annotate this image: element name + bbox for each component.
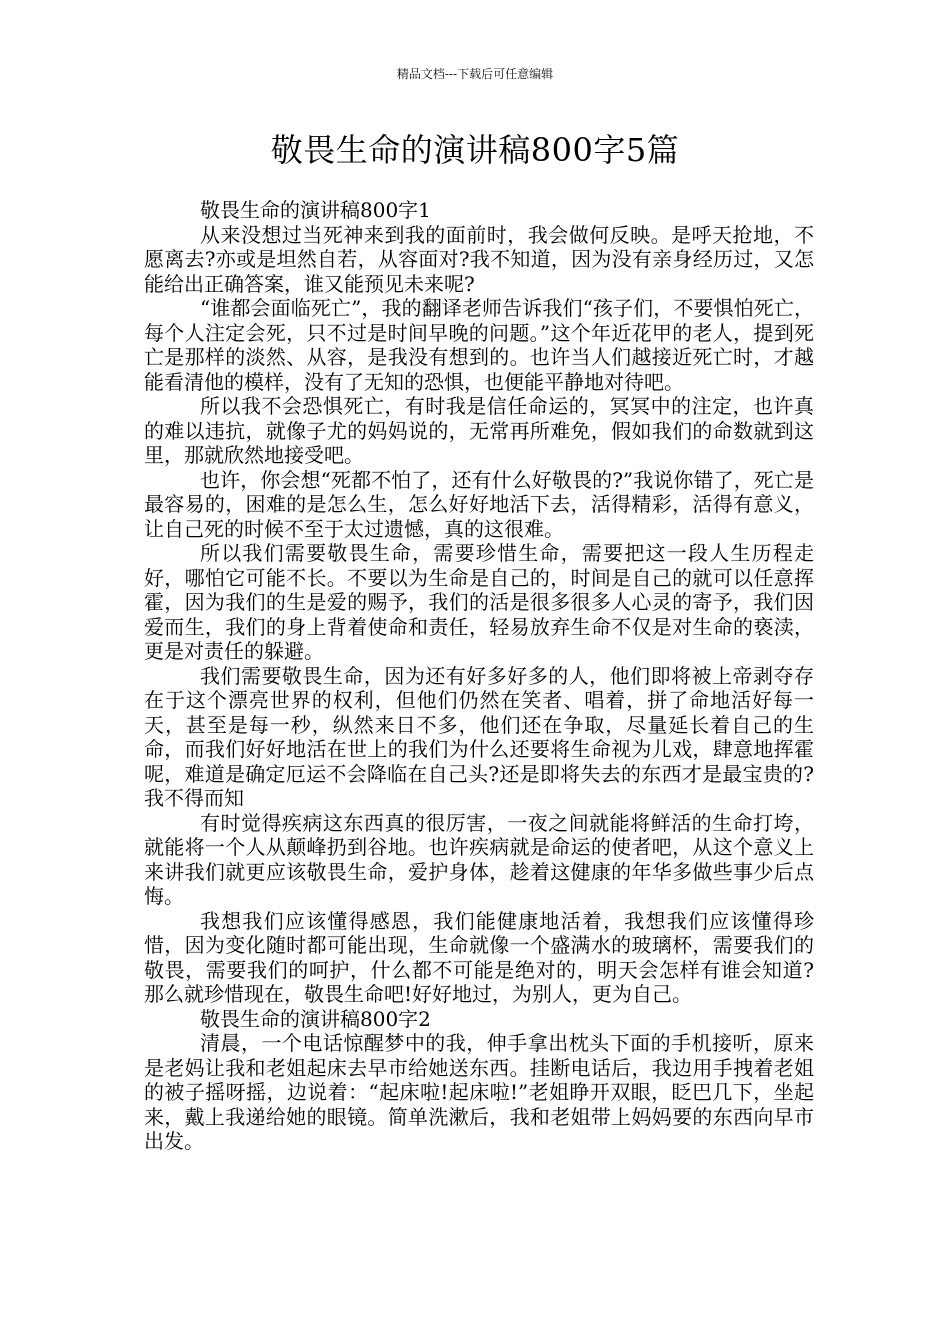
body-paragraph: 有时觉得疾病这东西真的很厉害，一夜之间就能将鲜活的生命打垮，就能将一个人从颠峰扔到谷地。也许疾病就是命运的使者吧，从这个意义上来讲我们就更应该敬畏生命，爱护身体，趁着这健康的年华多做些事少后点悔。 <box>144 810 814 908</box>
body-paragraph: 所以我不会恐惧死亡，有时我是信任命运的，冥冥中的注定，也许真的难以违抗，就像子尤的妈妈说的，无常再所难免，假如我们的命数就到这里，那就欣然地接受吧。 <box>144 394 814 467</box>
document-body <box>144 198 814 1154</box>
body-paragraph: 也许，你会想“死都不怕了，还有什么好敬畏的?”我说你错了，死亡是最容易的，困难的是怎么生，怎么好好地活下去，活得精彩，活得有意义，让自己死的时候不至于太过遗憾，真的这很难。 <box>144 467 814 541</box>
section-heading-1: 敬畏生命的演讲稿800字1 <box>200 198 431 222</box>
body-paragraph: 所以我们需要敬畏生命，需要珍惜生命，需要把这一段人生历程走好，哪怕它可能不长。不要以为生命是自己的，时间是自己的就可以任意挥霍，因为我们的生是爱的赐予，我们的活是很多很多人心灵的寄予，我们因爱而生，我们的身上背着使命和责任，轻易放弃生命不仅是对生命的亵渎，更是对责任的躲避。 <box>144 541 814 663</box>
body-paragraph: 我想我们应该懂得感恩，我们能健康地活着，我想我们应该懂得珍惜，因为变化随时都可能出现，生命就像一个盛满水的玻璃杯，需要我们的敬畏，需要我们的呵护，什么都不可能是绝对的，明天会怎样有谁会知道?那么就珍惜现在，敬畏生命吧!好好地过，为别人，更为自己。 <box>144 908 814 1006</box>
body-paragraph: 从来没想过当死神来到我的面前时，我会做何反映。是呼天抢地，不愿离去?亦或是坦然自若，从容面对?我不知道，因为没有亲身经历过，又怎能给出正确答案，谁又能预见未来呢? <box>144 222 814 296</box>
document-title: 敬畏生命的演讲稿800字5篇 <box>270 131 680 169</box>
body-paragraph: 清晨，一个电话惊醒梦中的我，伸手拿出枕头下面的手机接听，原来是老妈让我和老姐起床去早市给她送东西。挂断电话后，我边用手拽着老姐的被子摇呀摇，边说着：“起床啦!起床啦!”老姐睁开双眼，眨巴几下，坐起来，戴上我递给她的眼镜。简单洗漱后，我和老姐带上妈妈要的东西向早市出发。 <box>144 1031 814 1153</box>
section-heading-2: 敬畏生命的演讲稿800字2 <box>200 1006 431 1031</box>
body-paragraph: “谁都会面临死亡”，我的翻译老师告诉我们“孩子们，不要惧怕死亡，每个人注定会死，只不过是时间早晚的问题。”这个年近花甲的老人，提到死亡是那样的淡然、从容，是我没有想到的。也许当人们越接近死亡时，才越能看清他的模样，没有了无知的恐惧，也便能平静地对待吧。 <box>144 296 814 394</box>
page-header-text: 精品文档---下载后可任意编辑 <box>396 67 554 81</box>
body-paragraph: 我们需要敬畏生命，因为还有好多好多的人，他们即将被上帝剥夺存在于这个漂亮世界的权利，但他们仍然在笑者、唱着，拼了命地活好每一天，甚至是每一秒，纵然来日不多，他们还在争取，尽量延长着自己的生命，而我们好好地活在世上的我们为什么还要将生命视为儿戏，肆意地挥霍呢，难道是确定厄运不会降临在自己头?还是即将失去的东西才是最宝贵的?我不得而知 <box>144 663 814 810</box>
